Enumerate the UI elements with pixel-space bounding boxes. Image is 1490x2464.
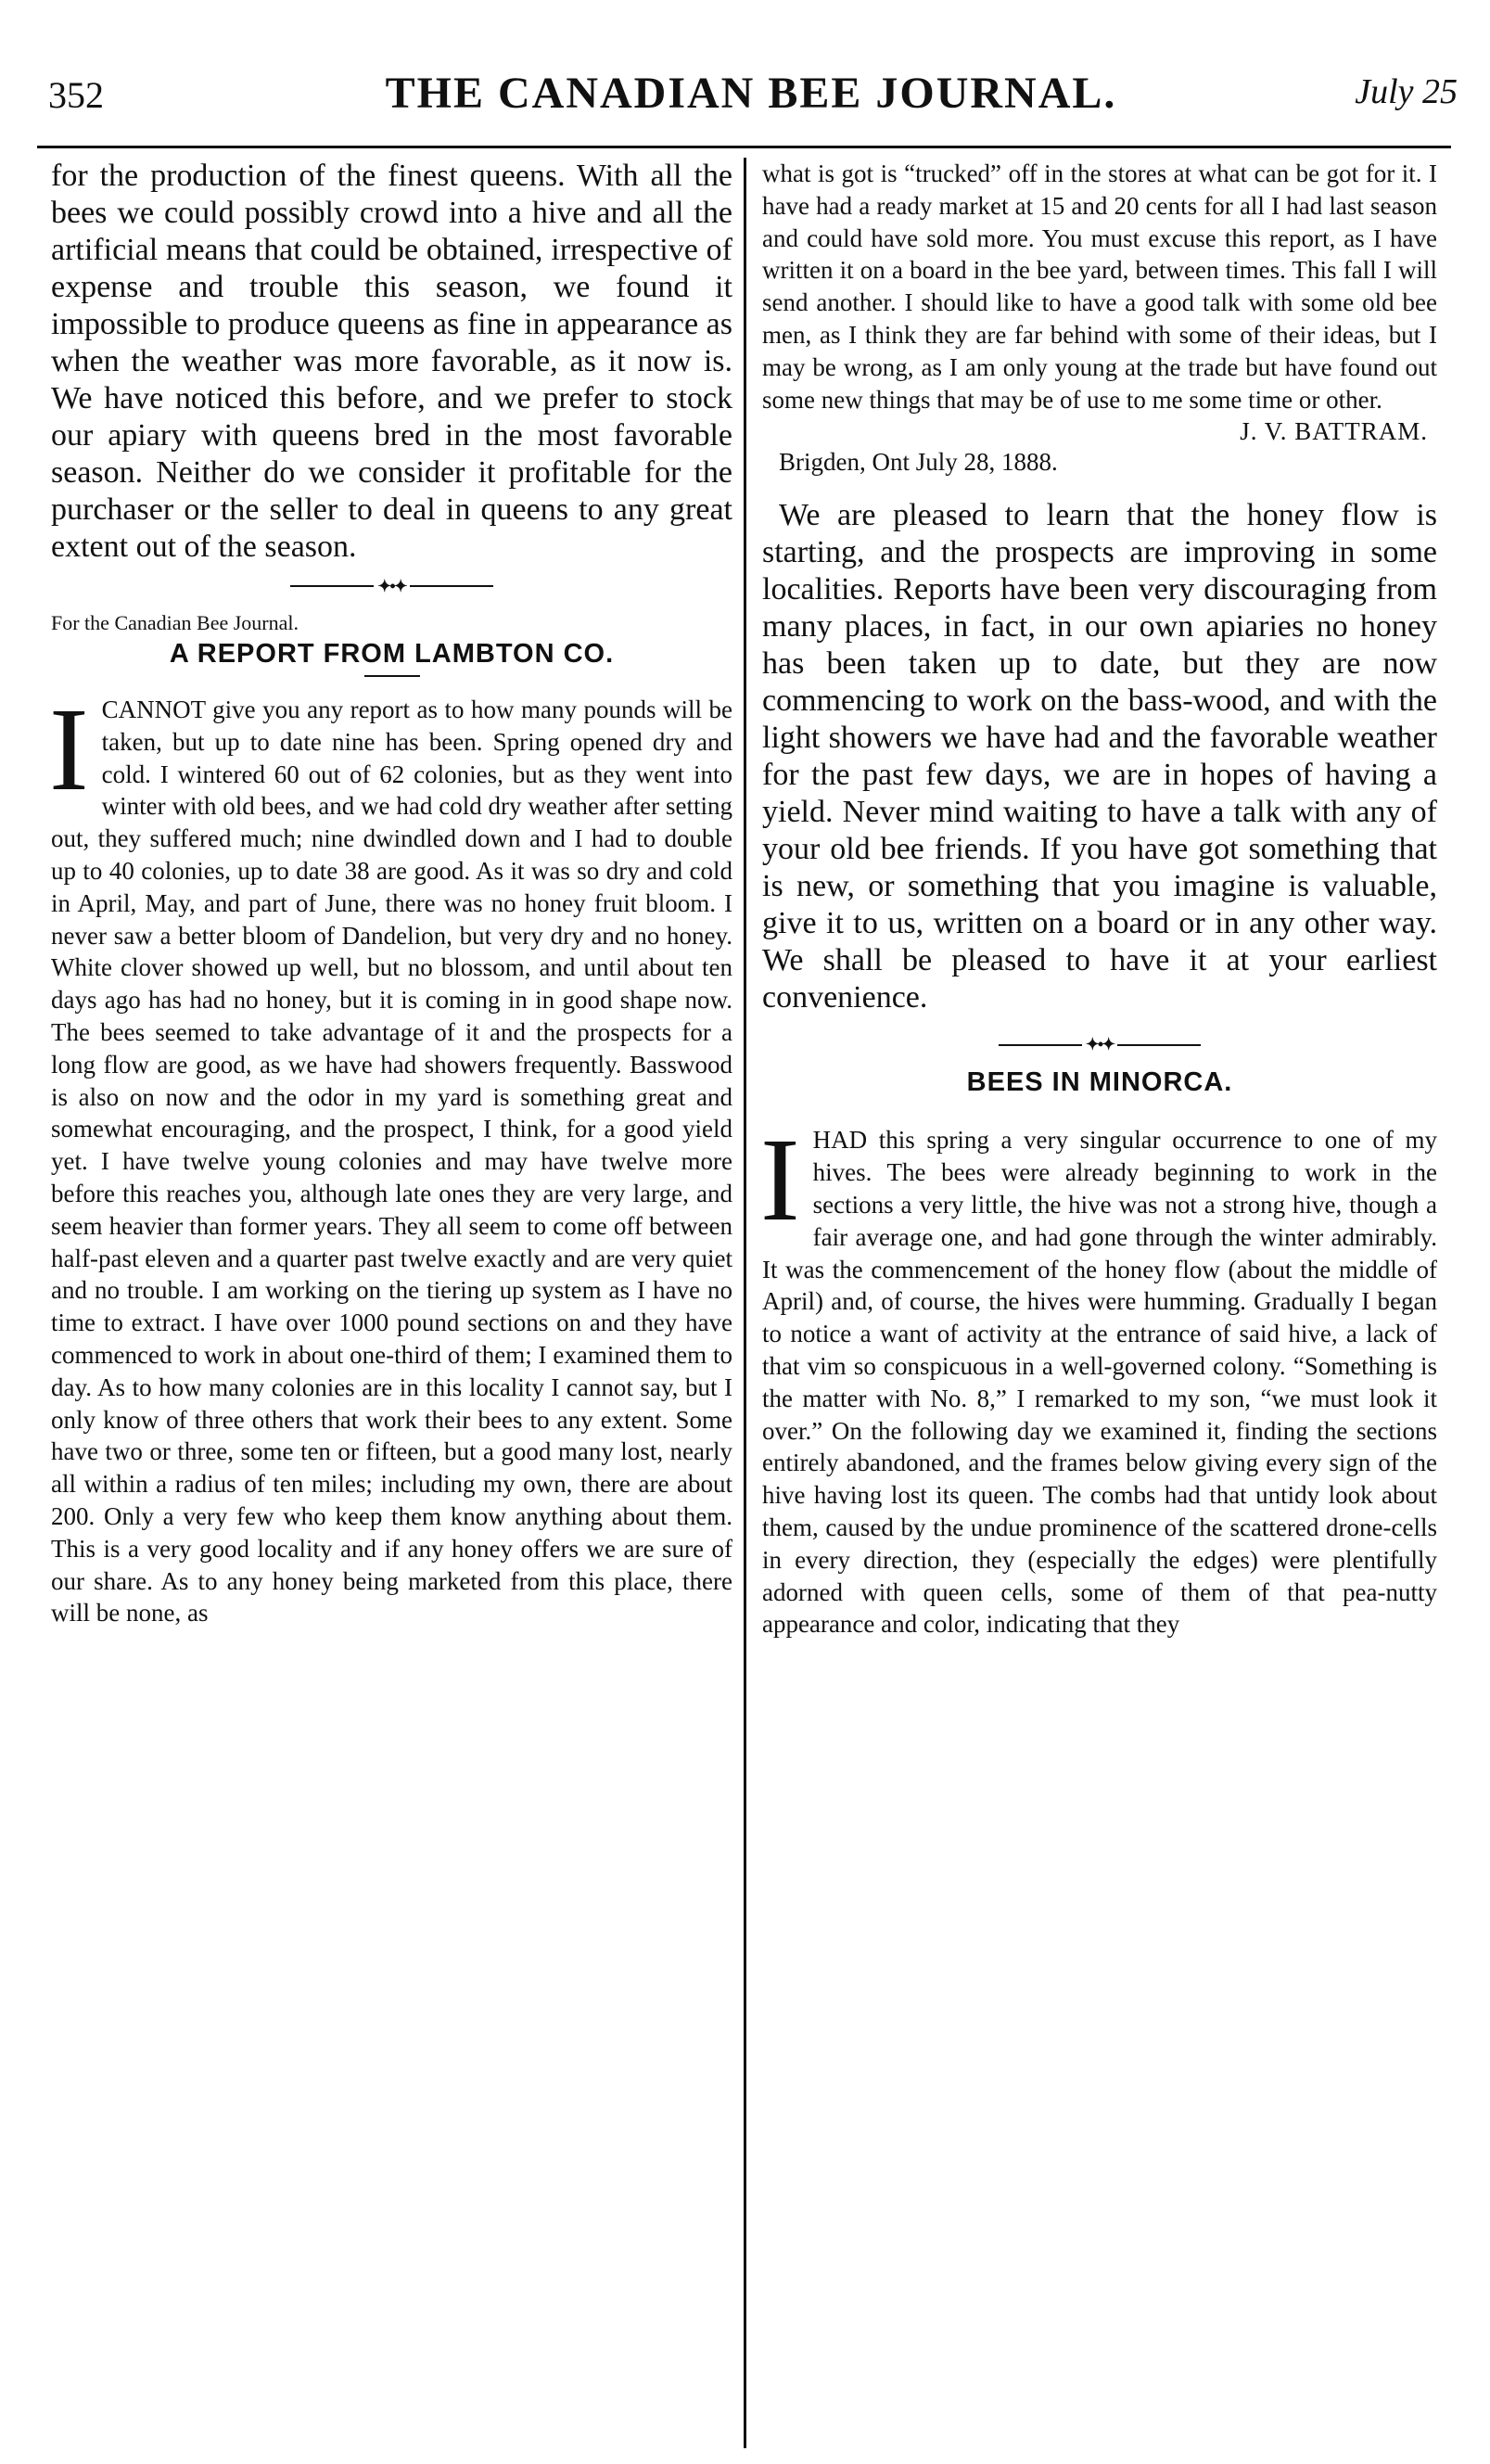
header-rule — [37, 146, 1451, 148]
report-paragraph: CANNOT give you any report as to how many pounds will be taken, but up to date nine has been. Spring opened dry and cold. I wintered 60 out of 62 colonies, but as they went into winter with old bees, and we had cold dry weather after setting out, they suffered much; nine dwindled down and I had to double up to 40 colonies, up to date 38 are good. As it was so dry and cold in April, May, and part of June, there was no honey fruit bloom. I never saw a better bloom of Dandelion, but very dry and no honey. White clover showed up well, but no blossom, and until about ten days ago has had no honey, but it is coming in in good shape now. The bees seemed to take advantage of it and the prospects for a long flow are good, as we have had showers frequently. Basswood is also on now and the odor in my yard is something great and somewhat encouraging, and the prospect, I think, for a good yield yet. I have twelve young colonies and may have twelve more before this reaches you, although late ones they are very large, and seem heavier than former years. They all seem to come off between half-past eleven and a quarter past twelve exactly and are very quiet and no trouble. I am working on the tiering up system as I have no time to extract. I have over 1000 pound sections on and they have commenced to work in about one-third of them; I examined them to day. As to how many colonies are in this locality I cannot say, but I only know of three others that work their bees to any extent. Some have two or three, some ten or fifteen, but a good many lost, nearly all within a radius of ten miles; including my own, there are about 200. Only a very few who keep them know anything about them. This is a very good locality and if any honey offers we are sure of our share. As to any honey being marketed from this place, there will be none, as — [51, 696, 732, 1628]
heading-rule — [364, 675, 420, 677]
report-article — [49, 683, 732, 1629]
page-header — [37, 51, 1465, 144]
journal-title: THE CANADIAN BEE JOURNAL. — [385, 69, 1117, 118]
left-column — [51, 158, 732, 1629]
editorial-note — [762, 497, 1437, 1016]
page-number: 352 — [48, 74, 104, 116]
section-ornament: ✦•✦ — [51, 575, 732, 596]
minorca-dropcap: I — [760, 1114, 800, 1246]
queens-paragraph: for the production of the finest queens. With all the bees we could possibly crowd into a hive and all the artificial means that could be obtained, irrespective of expense and trouble this season, we found it impossible to produce queens as fine in appearance as when the weather was more favorable, as it now is. We have noticed this before, and we prefer to stock our apiary with queens bred in the most favorable season. Neither do we consider it profitable for the purchaser or the seller to deal in queens to any great extent out of the season. — [51, 159, 732, 564]
report-continued-paragraph: what is got is “trucked” off in the stores at what can be got for it. I have had a ready market at 15 and 20 cents for all I had last season and could have sold more. You must excuse this report, as I have written it on a board in the bee yard, between times. This fall I will send another. I should like to have a good talk with some old bee men, as I think they are far behind with some of their ideas, but I may be wrong, as I am only young at the trade but have found out some new things that may be of use to me some time or other. — [762, 160, 1437, 414]
right-column — [762, 158, 1437, 1641]
editorial-paragraph: We are pleased to learn that the honey flow is starting, and the prospects are improving in some localities. Reports have been very discouraging from many places, in fact, in our own apiaries no honey has been taken up to date, but they are now commencing to work on the bass-wood, and with the light showers we have had and the favorable weather for the past few days, we are in hopes of having a yield. Never mind waiting to have a talk with any of your old bee friends. If you have got something that is new, or something that you imagine is valuable, give it to us, written on a board or in any other way. We shall be pleased to have it at your earliest convenience. — [762, 498, 1437, 1015]
report-heading: A REPORT FROM LAMBTON CO. — [169, 639, 615, 669]
minorca-article — [760, 1114, 1437, 1641]
dateline: Brigden, Ont July 28, 1888. — [779, 448, 1058, 477]
queens-article-end — [51, 158, 732, 566]
report-dropcap: I — [49, 683, 89, 815]
minorca-paragraph: HAD this spring a very singular occurrence to one of my hives. The bees were already beginning to work in the sections a very little, the hive was not a strong hive, though a fair average one, and had gone through the winter admirably. It was the commencement of the honey flow (about the middle of April) and, of course, the hives were humming. Gradually I began to notice a want of activity at the entrance of said hive, a lack of that vim so conspicuous in a well-governed colony. “Something is the matter with No. 8,” I remarked to my son, “we must look it over.” On the following day we examined it, finding the sections entirely abandoned, and the frames below giving every sign of the hive having lost its queen. The combs had that untidy look about them, caused by the undue prominence of the scattered drone-cells in every direction, they (especially the edges) were plentifully adorned with queen cells, some of them of that pea-nutty appearance and color, indicating that they — [762, 1126, 1437, 1639]
minorca-heading: BEES IN MINORCA. — [966, 1067, 1233, 1098]
source-line: For the Canadian Bee Journal. — [51, 611, 299, 634]
report-continued — [762, 158, 1437, 415]
issue-date: July 25 — [1355, 72, 1458, 111]
author-signature: J. V. BATTRAM. — [1240, 417, 1428, 446]
section-ornament-2: ✦•✦ — [762, 1033, 1437, 1054]
column-divider — [744, 158, 746, 2448]
